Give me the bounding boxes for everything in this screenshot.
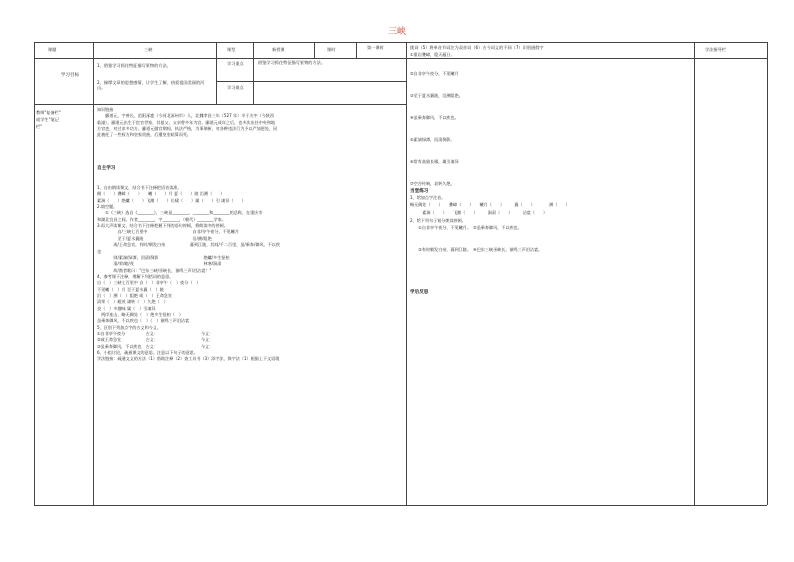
text-line: 清/荣/峻/茂 林寒/涧肃 (97, 261, 222, 267)
text-line: 5、区别下列加点字的古义和今义。 (97, 324, 162, 330)
text-line: 郦道元，字善长，范阳涿鹿（今河北涿州市）人，北魏孝昌三年（527 年）卒于关中（今陕西 (97, 113, 274, 119)
lesson-topic: 三峡 (144, 47, 153, 52)
lesson-period: 第一课时 (367, 45, 384, 50)
note-column-line-1: 教师"复备栏" (36, 110, 61, 115)
text-line: ③有时朝发白帝，暮到江陵。 ④巴东三峡巫峡长，猿鸣三声泪沾裳。 (410, 247, 543, 252)
text-line: 良（ ）多趣味 属（ ）引凄异 (97, 305, 156, 311)
text-line: 清荣（ ）峻茂 凄转（ ）久绝（ ） (97, 299, 168, 305)
text-line: 阙（ ）叠嶂（ ） 曦（ ）月 夏（ ）陵 沿溯（ ） (97, 191, 225, 197)
text-line: 素湍（ ） 飞漱（ ） 涧肃（ ） 沾裳（ ） (410, 210, 548, 215)
text-line: 则/素湍/绿潭，回清/倒影 绝巘/多生怪柏 (97, 254, 230, 260)
sentence-3: ③至于夏水襄陵，沿溯阻绝。 (410, 93, 463, 98)
text-line: 素湍（ ）绝巘（ ）飞漱（ ）长啸（ ）属（ ）引 凄异（ ） (97, 197, 246, 203)
text-line: 2、给下列句子划分朗读停顿。 (410, 218, 466, 223)
text-line: 故/渔者歌曰："巴东三峡/巫峡长，猿鸣三声/泪沾裳！" (97, 267, 212, 273)
text-line: 自（ ）三峡七百里中 自（ ）非亭午（ ）夜分（ ） (97, 280, 201, 286)
sentence-6: ⑥常有高猿长啸，属引凄异 (410, 159, 459, 164)
label-difficult-point: 学习难点 (227, 85, 244, 90)
section-practice: 当堂练习 (410, 189, 429, 194)
text-line: 2.填空题。 (97, 204, 118, 210)
text-line: 此被托了一些权方和皇家贵族，后遭皇室暗算而死。 (97, 132, 192, 138)
text-line: 1、给加点字注音。 (410, 195, 446, 200)
text-line: 或/王命急宣，有时/朝发白帝 暮到江陵，其间/千二百里，虽/乘奔/御风，不以疾 (97, 242, 280, 248)
text-line: 不见曦（ ）月 至于夏水襄（ ）陵 (97, 286, 164, 292)
lesson-type: 新授课 (272, 47, 285, 52)
text-line: 至于/夏水襄陵 沿/溯/阻绝 (97, 235, 212, 241)
text-line: 学法链接：疏通文义的方法（1）借助注释（2）查工具书（3）添字法、换字法（1）根据上下文语境 (97, 356, 280, 362)
text-line: 沿（ ）溯（ ）阻绝 或（ ）王命急宣 (97, 292, 172, 298)
text-line: ②或王命急宣 古义： 今义： (97, 337, 214, 343)
text-line: ①自非亭午夜分，不见曦月。 ②虽乘奔御风，不以疾也。 (410, 225, 522, 230)
text-line: 两岸连山，略无阙处（ ）绝多生怪柏（ ） (97, 312, 183, 317)
label-period: 课时 (327, 47, 336, 52)
label-goals: 学习目标 (60, 73, 80, 78)
text-line: 自/三峡七百里中 自非/亭午夜分，不见曦月 (97, 229, 239, 235)
page-title: 三峡 (387, 27, 406, 37)
sentence-4: ④虽乘奔御风，不以疾也。 (410, 115, 459, 120)
goal-2: 2、揣摩文章的思想感情，让学生了解、热爱祖国美丽的河山。 (97, 80, 205, 91)
goal-1: 1、借鉴学习抓住特征描写景物的方法。 (97, 63, 171, 68)
text-line: 方官吏，对过求多功方。郦道元做官期间，执法严格，为事果断，对各种违法行为予以严加惩处，因 (97, 126, 278, 132)
label-topic: 课题 (48, 47, 57, 52)
guide-column-heading: 学法指导栏 (705, 47, 726, 52)
objectives-continued: 挑词（5）将单音节词注为双音词（6）古今词义的不同（7）识别通假字 (410, 45, 544, 50)
text-line: 3.再大声读课文，结合书下注释把握下列的语句停顿，将朗读中的停顿。 (97, 223, 228, 229)
text-line: ①《三峡》选自《________》，三峡是________、________和________的总称，在重庆市 (97, 210, 263, 216)
section-reflection: 学后反思 (410, 290, 429, 295)
sentence-5: ⑤素湍绿潭，回清倒影。 (410, 137, 455, 142)
label-lesson-type: 课型 (227, 47, 236, 52)
text-line: ①自非亭午夜分 古义： 今义： (97, 331, 214, 337)
text-line: 1、自由朗读课文，结合书下注释把语音读准。 (97, 185, 182, 190)
label-key-point: 学习重点 (227, 61, 244, 66)
text-line: 略无阙处（ ） 叠嶂（ ） 曦月（ ） 襄（ ） 溯（ ） (410, 202, 570, 207)
text-line: 临潼）。郦道元出生于宦官世家，其祖父、父亲曾多年为官。郦道元成年之后，也多次出任中央和地 (97, 119, 276, 125)
key-point: 借鉴学习抓住特征描写景物的方法。 (258, 60, 326, 65)
text-line: 虽乘奔御风，不以疾也（ ）（ ）猿鸣三声泪沾裳 (97, 318, 190, 324)
text-line: ③虽乘奔御风，不以疾也 古义： 今义： (97, 343, 214, 349)
text-line: 4、参考课下注释，理解下列括词的意思。 (97, 273, 174, 279)
section-self-study: 自主学习 (97, 166, 116, 171)
sentence-7: ⑦空谷传响，哀转久绝。 (410, 181, 455, 186)
sentence-2: ②自非亭午夜分，不见曦月 (410, 71, 459, 76)
section-knowledge-link: 知识链接 (97, 107, 114, 112)
note-column-line-2: 或学生"笔记 (36, 117, 59, 122)
sentence-1: ①重岩叠嶂，隐天蔽日。 (410, 52, 455, 57)
text-line: 和湖北宜昌之间。作者________，字________，（朝代）________学家。 (97, 216, 226, 222)
text-line: 也 (97, 248, 102, 254)
text-line: 6、小组讨论，疏通课文的意思。注意以下句子的意思。 (97, 350, 198, 356)
note-column-line-3: 栏" (36, 124, 43, 129)
